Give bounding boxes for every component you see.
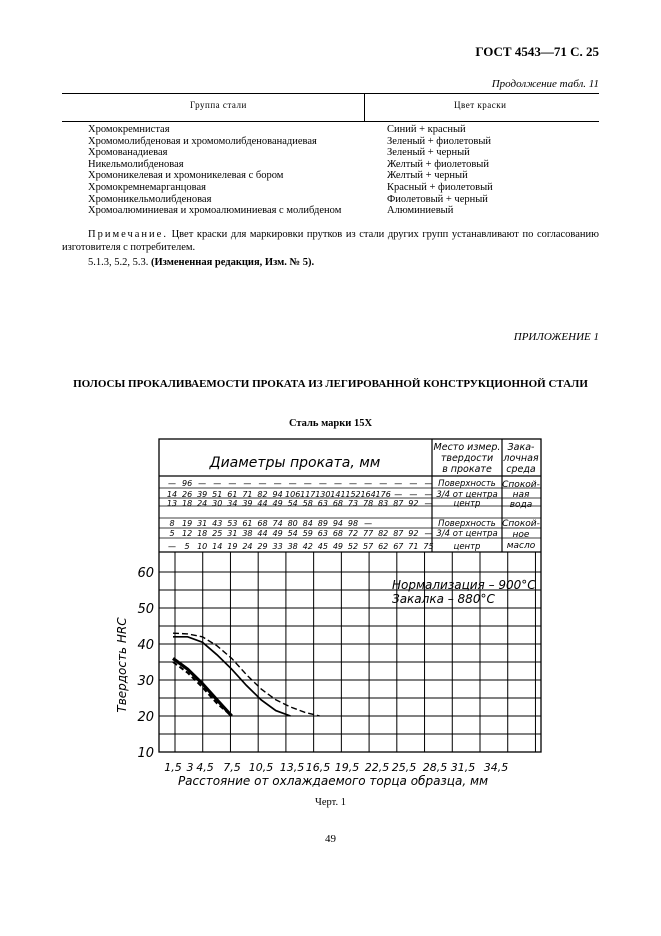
table-cell: 87 [393, 529, 404, 538]
table-cell: 49 [272, 499, 283, 508]
table-cell: — [424, 529, 433, 538]
x-tick-label: 34,5 [483, 761, 509, 774]
table-cell: 87 [393, 499, 404, 508]
medium-oil: масло [506, 541, 536, 551]
x-tick-label: 31,5 [450, 761, 476, 774]
table-cell: 83 [378, 499, 389, 508]
table-cell: 152 [345, 490, 361, 499]
table-cell: 84 [302, 519, 313, 528]
table-cell: — [424, 479, 433, 488]
table-cell: — [409, 479, 418, 488]
diameter-table [167, 442, 540, 552]
table-cell: 71 [242, 490, 253, 499]
location-cell: Поверхность [438, 479, 496, 489]
table-cell: 29 [257, 542, 268, 551]
table-cell: 74 [272, 519, 283, 528]
hardness-curve-1 [173, 637, 291, 716]
location-header: в прокате [442, 464, 492, 475]
table-cell: 54 [287, 529, 298, 538]
table-cell: — [333, 479, 342, 488]
standard-header: ГОСТ 4543—71 С. 25 [475, 44, 599, 59]
table-cell: 38 [242, 529, 253, 538]
table-cell: — [168, 542, 176, 551]
table-cell: 63 [317, 499, 328, 508]
table-cell: 42 [302, 542, 313, 551]
table-cell: Хромованадиевая [88, 147, 168, 159]
table-cell: 39 [242, 499, 253, 508]
table-cell: 43 [212, 519, 223, 528]
table-cell: Зеленый + фиолетовый [387, 135, 492, 147]
table-cell: 89 [317, 519, 328, 528]
table-cell: 98 [347, 519, 359, 528]
medium-header: лочная [503, 453, 539, 464]
table-cell: — [364, 479, 373, 488]
table-cell: 26 [181, 490, 193, 499]
annotation-quench: Закалка – 880°С [392, 592, 495, 606]
amendment-sections: 5.1.3, 5.2, 5.3. [88, 257, 149, 268]
table-cell: 117 [300, 490, 316, 499]
table-cell: 82 [257, 490, 268, 499]
table-cell: 59 [302, 529, 313, 538]
y-axis-label: Твердость HRC [115, 617, 129, 713]
location-cell: центр [453, 499, 481, 509]
medium-oil: ное [512, 530, 530, 540]
location-header: твердости [440, 453, 494, 464]
table-cell: 82 [378, 529, 389, 538]
y-tick-label: 10 [137, 746, 154, 761]
table-cell: 71 [408, 542, 419, 551]
table-cell: 10 [197, 542, 208, 551]
table-cell: Никельмолибденовая [88, 158, 184, 170]
table-cell: 75 [423, 542, 434, 551]
note-label: Примечание. [88, 229, 168, 240]
table-cell: 49 [272, 529, 283, 538]
table-cell: — [168, 479, 176, 488]
x-tick-label: 10,5 [248, 761, 274, 774]
medium-oil: Спокой- [502, 519, 540, 529]
diameter-header: Диаметры проката, мм [209, 455, 381, 471]
table-top-rule [62, 93, 599, 94]
table-cell: 12 [181, 529, 193, 538]
table-cell: 34 [227, 499, 238, 508]
table-cell: 13 [166, 499, 178, 508]
table-cell: 54 [287, 499, 298, 508]
table-cell: 19 [181, 519, 193, 528]
table-cell: 78 [363, 499, 374, 508]
table-cell: — [243, 479, 252, 488]
amendment-line [88, 257, 314, 268]
table-cell: Хромоалюминиевая и хромоалюминиевая с молибденом [88, 205, 342, 217]
table-cell: 49 [332, 542, 344, 551]
table-cell: 19 [227, 542, 238, 551]
table-cell: 31 [197, 519, 208, 528]
y-tick-label: 50 [137, 602, 154, 617]
table-cell: 44 [257, 499, 268, 508]
medium-header: Зака- [507, 442, 535, 453]
location-cell: 3/4 от центра [436, 490, 498, 500]
table-cell: 14 [212, 542, 223, 551]
table-cell: 18 [181, 499, 193, 508]
table-cell: Желтый + фиолетовый [387, 158, 489, 170]
table-cell: 80 [287, 519, 298, 528]
y-tick-label: 60 [137, 566, 154, 581]
table-cell: 61 [242, 519, 253, 528]
table-cell: 58 [302, 499, 313, 508]
table-cell: 77 [363, 529, 374, 538]
table-cell: — [364, 519, 373, 528]
table-cell: 57 [363, 542, 374, 551]
x-tick-label: 7,5 [223, 761, 241, 774]
table-cell: 92 [408, 499, 419, 508]
x-tick-label: 4,5 [196, 761, 214, 774]
x-tick-label: 1,5 [164, 761, 182, 774]
x-tick-label: 22,5 [364, 761, 390, 774]
table-cell: 52 [347, 542, 359, 551]
table-cell: 24 [242, 542, 253, 551]
location-cell: 3/4 от центра [436, 529, 498, 539]
table-cell: 106 [285, 490, 301, 499]
table-cell: 67 [393, 542, 404, 551]
table-cell: 31 [227, 529, 238, 538]
medium-water: ная [512, 490, 530, 500]
table-cell: 72 [347, 529, 359, 538]
table-cell: Хромокремнемарганцовая [88, 181, 206, 193]
note-text: Цвет краски для маркировки прутков из стали других групп устанавливают по согласованию изготовителя с потребителем. [62, 229, 599, 253]
table-cell: 45 [317, 542, 328, 551]
table-cell: 14 [166, 490, 178, 499]
amendment-text: (Измененная редакция, Изм. № 5). [151, 257, 315, 268]
table-cell: 61 [227, 490, 238, 499]
table-cell: Хромокремнистая [88, 124, 170, 135]
table-cell: — [394, 490, 403, 499]
x-tick-label: 25,5 [391, 761, 417, 774]
table-cell: 141 [330, 490, 346, 499]
table-cell: Хромоникелевая и хромоникелевая с бором [88, 170, 284, 182]
table-cell: 8 [169, 519, 175, 528]
x-tick-label: 28,5 [422, 761, 448, 774]
table-cell: 24 [197, 499, 208, 508]
table-cell: 63 [317, 529, 328, 538]
col-header-paint-color: Цвет краски [454, 100, 507, 110]
chart-axes [115, 566, 536, 788]
y-tick-label: 20 [137, 710, 154, 725]
table-cell: Синий + красный [387, 124, 466, 135]
table-cell: 5 [169, 529, 175, 538]
table-cell: Алюминиевый [387, 205, 454, 217]
table-cell: Зеленый + черный [387, 147, 470, 159]
medium-water: вода [509, 500, 533, 510]
y-tick-label: 40 [137, 638, 154, 653]
steel-grade-subtitle: Сталь марки 15Х [288, 418, 373, 429]
table-cell: — [228, 479, 237, 488]
table-cell: — [213, 479, 222, 488]
table-cell: Хромоникельмолибденовая [88, 193, 212, 205]
table-cell: Красный + фиолетовый [387, 181, 493, 193]
table-continuation: Продолжение табл. 11 [491, 78, 599, 90]
table-column-divider [364, 93, 365, 121]
location-cell: Поверхность [438, 519, 496, 529]
table-cell: — [394, 479, 403, 488]
table-cell: — [288, 479, 297, 488]
y-tick-label: 30 [137, 674, 154, 689]
table-cell: 73 [347, 499, 359, 508]
col-header-steel-group: Группа стали [190, 100, 247, 110]
table-header-rule [62, 121, 599, 122]
medium-header: среда [506, 464, 536, 475]
x-tick-label: 13,5 [279, 761, 305, 774]
table-cell: 53 [227, 519, 238, 528]
location-cell: центр [453, 542, 481, 552]
table-cell: 176 [375, 490, 391, 499]
table-cell: 38 [287, 542, 298, 551]
table-cell: — [349, 479, 358, 488]
hardenability-chart [100, 436, 620, 791]
hardenability-curves [173, 633, 320, 716]
table-cell: — [273, 479, 282, 488]
table-cell: 25 [212, 529, 223, 538]
table-cell: — [379, 479, 388, 488]
table-cell: Хромомолибденовая и хромомолибденованадиевая [88, 135, 317, 147]
table-cell: — [318, 479, 327, 488]
table-cell: 44 [257, 529, 268, 538]
page-title: ПОЛОСЫ ПРОКАЛИВАЕМОСТИ ПРОКАТА ИЗ ЛЕГИРОВАННОЙ КОНСТРУКЦИОННОЙ СТАЛИ [73, 378, 588, 390]
table-cell: 18 [197, 529, 208, 538]
annotation-normalization: Нормализация – 900°С [392, 578, 536, 592]
x-axis-label: Расстояние от охлаждаемого торца образца, мм [177, 774, 489, 788]
medium-water: Спокой- [502, 480, 540, 490]
table-cell: — [258, 479, 267, 488]
table-cell: 51 [212, 490, 223, 499]
table-cell: 68 [257, 519, 268, 528]
table-cell: — [198, 479, 207, 488]
table-cell: 5 [184, 542, 190, 551]
appendix-label: ПРИЛОЖЕНИЕ 1 [513, 331, 599, 343]
table-cell: 94 [332, 519, 344, 528]
table-cell: 68 [332, 499, 344, 508]
table-cell: — [409, 490, 418, 499]
table-cell: 96 [181, 479, 193, 488]
table-cell: 92 [408, 529, 419, 538]
table-cell: 62 [378, 542, 389, 551]
table-cell: 130 [315, 490, 331, 499]
table-cell: 164 [360, 490, 376, 499]
table-cell: 33 [272, 542, 283, 551]
table-cell: — [303, 479, 312, 488]
table-cell: Фиолетовый + черный [387, 193, 488, 205]
location-header: Место измер. [433, 442, 501, 453]
steel-group-list [88, 124, 341, 217]
table-cell: — [424, 499, 433, 508]
table-cell: 30 [212, 499, 223, 508]
x-tick-label: 19,5 [334, 761, 360, 774]
figure-caption: Черт. 1 [315, 797, 346, 808]
table-cell: — [424, 490, 433, 499]
table-cell: 68 [332, 529, 344, 538]
x-tick-label: 16,5 [305, 761, 331, 774]
table-cell: Желтый + черный [387, 170, 468, 182]
page-number: 49 [325, 833, 336, 845]
note-paragraph [62, 229, 599, 254]
x-tick-label: 3 [186, 761, 194, 774]
table-cell: 94 [272, 490, 283, 499]
table-cell: 39 [197, 490, 208, 499]
paint-color-list [387, 124, 493, 217]
